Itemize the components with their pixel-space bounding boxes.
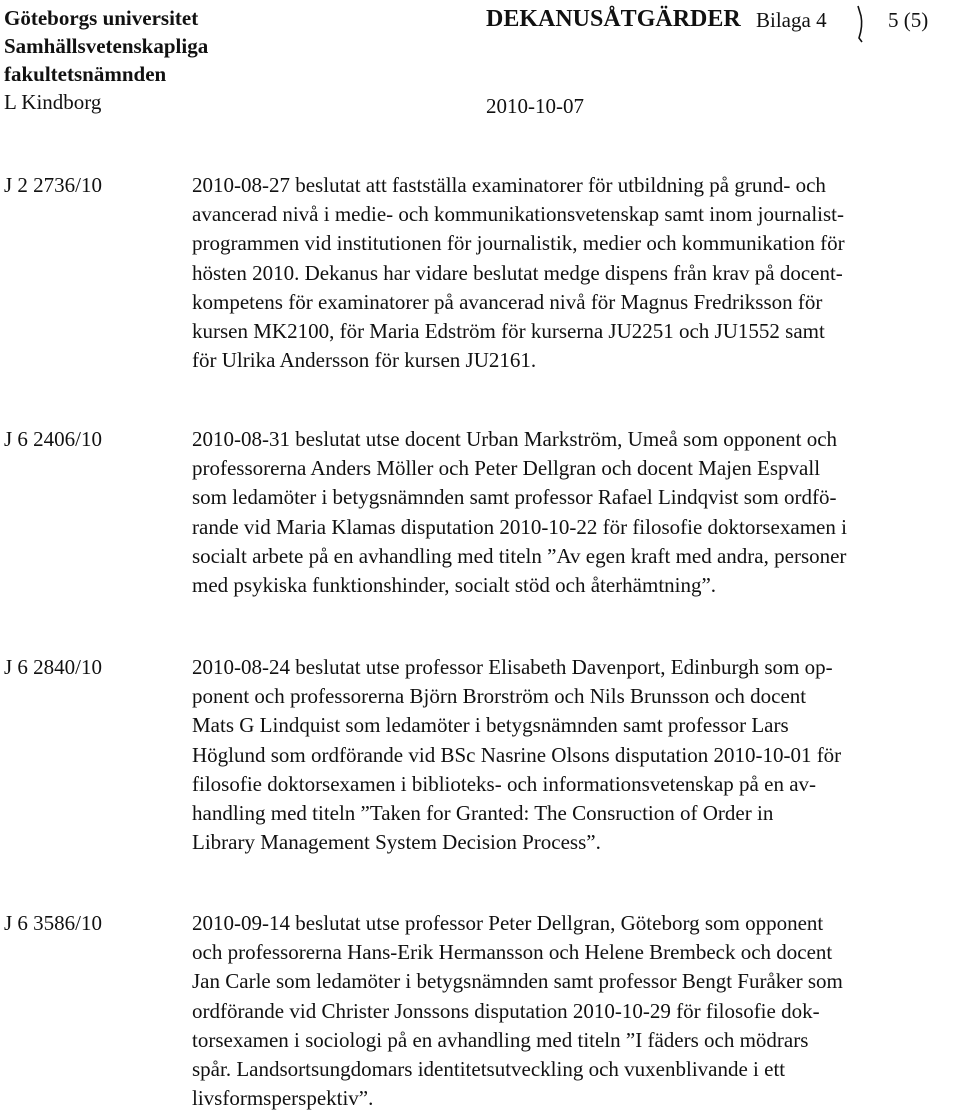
text-line: med psykiska funktionshinder, socialt stöd och återhämtning”. — [192, 573, 717, 598]
text-line: Library Management System Decision Process”. — [192, 830, 601, 855]
text-line: för Ulrika Andersson för kursen JU2161. — [192, 348, 537, 373]
text-line: Jan Carle som ledamöter i betygsnämnden samt professor Bengt Furåker som — [192, 969, 843, 994]
text-line: spår. Landsortsungdomars identitetsutveckling och vuxenblivande i ett — [192, 1057, 786, 1082]
text-line: livsformsperspektiv”. — [192, 1086, 374, 1111]
text-line: avancerad nivå i medie- och kommunikationsvetenskap samt inom journalist- — [192, 202, 844, 227]
text-line: och professorerna Hans-Erik Hermansson och Helene Brembeck och docent — [192, 940, 833, 965]
text-line: ponent och professorerna Björn Brorström och Nils Brunsson och docent — [192, 684, 807, 709]
decision-text — [192, 425, 958, 600]
text-line: som ledamöter i betygsnämnden samt professor Rafael Lindqvist som ordfö- — [192, 485, 837, 510]
decision-text — [192, 653, 958, 857]
text-line: kompetens för examinatorer på avancerad nivå för Magnus Fredriksson för — [192, 289, 823, 314]
author: L Kindborg — [4, 90, 102, 114]
document-date: 2010-10-07 — [486, 94, 584, 118]
text-line: kursen MK2100, för Maria Edström för kurserna JU2251 och JU1552 samt — [192, 319, 825, 344]
text-line: Höglund som ordförande vid BSc Nasrine Olsons disputation 2010-10-01 för — [192, 742, 842, 767]
section-mark-icon — [852, 4, 878, 49]
text-line: hösten 2010. Dekanus har vidare beslutat medge dispens från krav på docent- — [192, 260, 843, 285]
document-title: DEKANUSÅTGÄRDER — [486, 6, 741, 32]
text-line: filosofie doktorsexamen i biblioteks- och informationsvetenskap på en av- — [192, 771, 817, 796]
case-number: J 6 2840/10 — [4, 655, 103, 679]
text-line: rande vid Maria Klamas disputation 2010-10-22 för filosofie doktorsexamen i — [192, 514, 847, 539]
text-line: socialt arbete på en avhandling med titeln ”Av egen kraft med andra, personer — [192, 543, 847, 568]
case-number: J 2 2736/10 — [4, 173, 103, 197]
text-line: 2010-08-27 beslutat att fastställa examinatorer för utbildning på grund- och — [192, 173, 826, 197]
decision-text — [192, 171, 958, 375]
text-line: 2010-08-24 beslutat utse professor Elisabeth Davenport, Edinburgh som op- — [192, 655, 833, 679]
text-line: torsexamen i sociologi på en avhandling med titeln ”I fäders och mödrars — [192, 1027, 809, 1052]
decision-text — [192, 909, 958, 1113]
organization-block — [4, 4, 208, 116]
text-line: 2010-08-31 beslutat utse docent Urban Markström, Umeå som opponent och — [192, 427, 838, 451]
attachment-label: Bilaga 4 — [756, 8, 827, 32]
text-line: programmen vid institutionen för journalistik, medier och kommunikation för — [192, 231, 845, 256]
case-number: J 6 2406/10 — [4, 427, 103, 451]
org-name: Göteborgs universitet — [4, 6, 199, 30]
text-line: ordförande vid Christer Jonssons disputation 2010-10-29 för filosofie dok- — [192, 998, 820, 1023]
faculty-name-line1: Samhällsvetenskapliga — [4, 34, 209, 58]
text-line: professorerna Anders Möller och Peter Dellgran och docent Majen Espvall — [192, 456, 821, 481]
page-number: 5 (5) — [888, 8, 929, 32]
case-number: J 6 3586/10 — [4, 911, 103, 935]
text-line: handling med titeln ”Taken for Granted: The Consruction of Order in — [192, 801, 774, 826]
page-header — [4, 4, 956, 124]
faculty-name-line2: fakultetsnämnden — [4, 62, 167, 86]
text-line: 2010-09-14 beslutat utse professor Peter Dellgran, Göteborg som opponent — [192, 911, 824, 935]
text-line: Mats G Lindquist som ledamöter i betygsnämnden samt professor Lars — [192, 713, 789, 738]
